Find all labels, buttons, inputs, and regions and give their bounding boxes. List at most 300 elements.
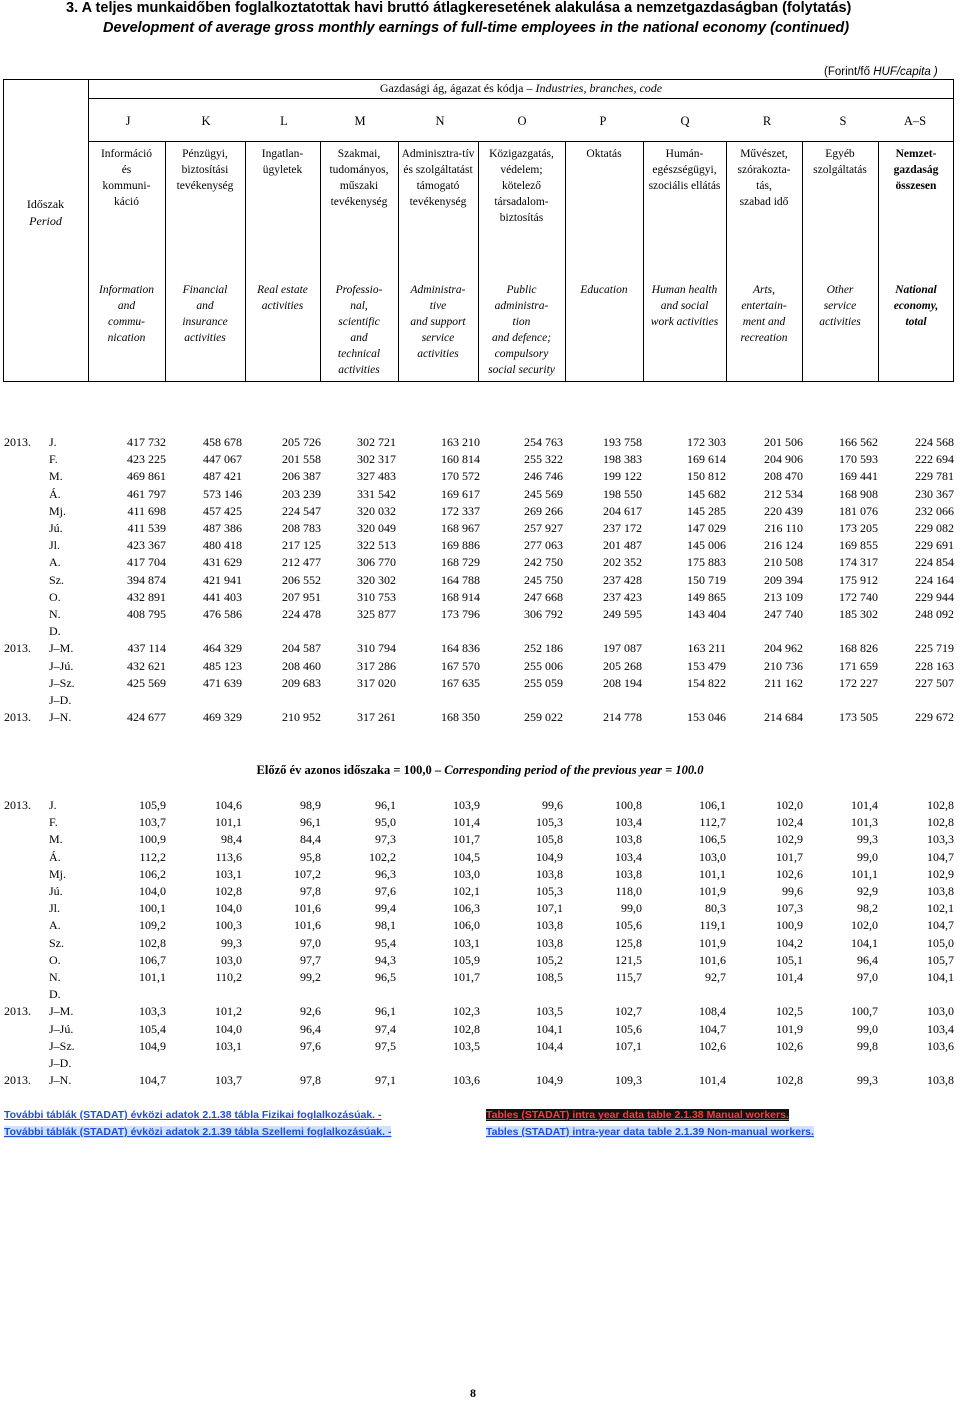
- table-cell: 107,1: [615, 1038, 642, 1053]
- table-cell: 102,0: [776, 798, 803, 812]
- table-cell: 255 059: [524, 675, 563, 690]
- row-period: J–Sz.: [49, 1038, 75, 1053]
- table-cell: 102,5: [776, 1004, 803, 1019]
- table-cell: 206 387: [282, 469, 321, 484]
- row-period: N.: [49, 607, 61, 621]
- table-cell: 102,8: [776, 1073, 803, 1088]
- table-cell: 227 507: [915, 675, 954, 690]
- table-cell: 172 303: [687, 435, 726, 449]
- table-row: [0, 953, 960, 970]
- table-cell: 154 822: [687, 675, 726, 690]
- table-cell: 411 539: [127, 521, 166, 535]
- table-cell: 423 225: [127, 452, 166, 467]
- table-cell: 104,1: [927, 970, 954, 984]
- table-cell: 237 172: [603, 521, 642, 535]
- table-cell: 104,1: [536, 1021, 563, 1036]
- table-cell: 216 110: [764, 521, 803, 535]
- table-cell: 97,8: [300, 1073, 321, 1088]
- table-cell: 208 460: [282, 658, 321, 673]
- row-period: Á.: [49, 486, 61, 501]
- table-cell: 108,5: [536, 970, 563, 984]
- table-cell: 169 855: [839, 538, 878, 553]
- table-cell: 193 758: [603, 435, 642, 449]
- table-cell: 102,9: [927, 866, 954, 881]
- table-cell: 104,0: [215, 1021, 242, 1036]
- table-cell: 160 814: [441, 452, 480, 467]
- table-row: [0, 538, 960, 555]
- table-cell: 173 205: [839, 521, 878, 535]
- table-cell: 327 483: [357, 469, 396, 484]
- row-year: 2013.: [4, 1073, 31, 1088]
- table-cell: 229 672: [915, 710, 954, 725]
- table-row: [0, 850, 960, 867]
- table-cell: 103,8: [536, 866, 563, 881]
- table-cell: 229 691: [915, 538, 954, 553]
- table-cell: 105,2: [536, 952, 563, 967]
- table-row: [0, 693, 960, 710]
- table-cell: 220 439: [764, 503, 803, 518]
- table-row: [0, 676, 960, 693]
- table-cell: 204 906: [764, 452, 803, 467]
- table-cell: 202 352: [603, 555, 642, 570]
- row-period: J.: [49, 435, 57, 449]
- table-row: [0, 867, 960, 884]
- table-cell: 310 794: [357, 641, 396, 656]
- column-code: S: [839, 114, 847, 128]
- table-row: [0, 884, 960, 901]
- table-cell: 150 719: [687, 572, 726, 587]
- table-cell: 103,3: [927, 832, 954, 847]
- column-header-hu: Egyéb szolgáltatás: [813, 148, 867, 176]
- table-cell: 277 063: [524, 538, 563, 553]
- table-cell: 259 022: [524, 710, 563, 725]
- table-cell: 203 239: [282, 486, 321, 501]
- table-cell: 457 425: [203, 503, 242, 518]
- stadat-link-en-1[interactable]: Tables (STADAT) intra year data table 2.1.38 Manual workers.: [486, 1109, 789, 1121]
- table-cell: 164 836: [441, 641, 480, 656]
- table-cell: 487 386: [203, 521, 242, 535]
- row-period: M.: [49, 832, 63, 847]
- table-cell: 102,1: [453, 884, 480, 898]
- table-cell: 166 562: [839, 435, 878, 449]
- table-cell: 487 421: [203, 469, 242, 484]
- table-cell: 199 122: [603, 469, 642, 484]
- column-code: M: [354, 114, 366, 128]
- table-cell: 394 874: [127, 572, 166, 587]
- table-cell: 480 418: [203, 538, 242, 553]
- column-header-en: Administra- tive and support service activities: [410, 284, 466, 360]
- table-cell: 109,2: [139, 918, 166, 933]
- row-period: A.: [49, 918, 61, 933]
- table-cell: 103,8: [615, 832, 642, 847]
- table-cell: 230 367: [915, 486, 954, 501]
- table-cell: 99,2: [300, 970, 321, 984]
- column-header-en: Information and commu- nication: [99, 284, 154, 344]
- table-cell: 245 750: [524, 572, 563, 587]
- table-cell: 99,3: [857, 1073, 878, 1088]
- table-cell: 175 912: [839, 572, 878, 587]
- table-cell: 103,9: [453, 798, 480, 812]
- table-cell: 95,0: [375, 815, 396, 830]
- table-cell: 421 941: [203, 572, 242, 587]
- table-row: [0, 624, 960, 641]
- table-cell: 201 558: [282, 452, 321, 467]
- table-cell: 104,1: [851, 935, 878, 950]
- table-cell: 245 569: [524, 486, 563, 501]
- row-period: Mj.: [49, 503, 67, 518]
- table-cell: 105,0: [927, 935, 954, 950]
- table-cell: 101,7: [776, 849, 803, 864]
- table-cell: 102,8: [927, 798, 954, 812]
- table-cell: 317 020: [357, 675, 396, 690]
- table-cell: 96,1: [300, 815, 321, 830]
- table-cell: 104,9: [536, 849, 563, 864]
- table-cell: 216 124: [764, 538, 803, 553]
- table-cell: 209 394: [764, 572, 803, 587]
- table-cell: 92,9: [857, 884, 878, 898]
- row-year: 2013.: [4, 798, 31, 812]
- table-cell: 96,1: [375, 1004, 396, 1019]
- table-cell: 208 783: [282, 521, 321, 535]
- table-cell: 105,8: [536, 832, 563, 847]
- table-cell: 103,6: [453, 1073, 480, 1088]
- table-cell: 573 146: [203, 486, 242, 501]
- table-cell: 417 704: [127, 555, 166, 570]
- table-cell: 310 753: [357, 589, 396, 604]
- table-cell: 168 914: [441, 589, 480, 604]
- row-period: Sz.: [49, 572, 64, 587]
- stadat-link-hu-1[interactable]: További táblák (STADAT) évközi adatok 2.1.38 tábla Fizikai foglalkozásúak. -: [4, 1109, 382, 1121]
- row-year: 2013.: [4, 435, 31, 449]
- table-row: [0, 590, 960, 607]
- table-cell: 102,6: [776, 1038, 803, 1053]
- table-cell: 103,4: [927, 1021, 954, 1036]
- table-cell: 97,8: [300, 884, 321, 898]
- column-code: R: [762, 114, 772, 128]
- table-cell: 103,6: [927, 1038, 954, 1053]
- column-header-hu: Szakmai, tudományos, műszaki tevékenység: [329, 148, 389, 208]
- table-row: [0, 798, 960, 815]
- table-cell: 209 683: [282, 675, 321, 690]
- table-row: [0, 607, 960, 624]
- row-period: J–Sz.: [49, 675, 75, 690]
- table-cell: 106,0: [453, 918, 480, 933]
- table-row: [0, 573, 960, 590]
- table-cell: 104,0: [215, 901, 242, 916]
- table-cell: 212 477: [282, 555, 321, 570]
- row-period: O.: [49, 589, 61, 604]
- table-cell: 104,7: [927, 849, 954, 864]
- table-cell: 408 795: [127, 607, 166, 621]
- table-cell: 173 796: [441, 607, 480, 621]
- table-cell: 105,9: [453, 952, 480, 967]
- table-cell: 104,0: [139, 884, 166, 898]
- column-code: K: [201, 114, 211, 128]
- table-cell: 163 210: [441, 435, 480, 449]
- table-cell: 101,3: [851, 815, 878, 830]
- table-cell: 247 740: [764, 607, 803, 621]
- table-cell: 224 478: [282, 607, 321, 621]
- table-cell: 100,9: [139, 832, 166, 847]
- table-cell: 476 586: [203, 607, 242, 621]
- table-cell: 170 572: [441, 469, 480, 484]
- column-header-hu: Oktatás: [586, 148, 622, 160]
- column-code: L: [280, 114, 288, 128]
- table-row: [0, 987, 960, 1004]
- table-cell: 208 470: [764, 469, 803, 484]
- table-cell: 92,6: [300, 1004, 321, 1019]
- table-cell: 100,1: [139, 901, 166, 916]
- table-cell: 101,6: [294, 918, 321, 933]
- row-period: D.: [49, 624, 61, 639]
- table-cell: 104,7: [139, 1073, 166, 1088]
- table-cell: 320 049: [357, 521, 396, 535]
- unit-label: (Forint/fő HUF/capita ): [824, 66, 938, 78]
- table-cell: 198 383: [603, 452, 642, 467]
- table-cell: 169 441: [839, 469, 878, 484]
- table-cell: 97,6: [375, 884, 396, 898]
- table-cell: 246 746: [524, 469, 563, 484]
- table-cell: 105,6: [615, 918, 642, 933]
- row-period: J–M.: [49, 641, 74, 656]
- table-cell: 99,3: [221, 935, 242, 950]
- table-row: [0, 469, 960, 486]
- row-period: J–M.: [49, 1004, 74, 1019]
- row-period: Jú.: [49, 884, 63, 898]
- table-row: [0, 487, 960, 504]
- table-cell: 101,1: [139, 970, 166, 984]
- table-cell: 317 261: [357, 710, 396, 725]
- column-header-en: Real estate activities: [257, 284, 308, 312]
- table-cell: 104,9: [139, 1038, 166, 1053]
- column-header-hu: Információ és kommuni- káció: [100, 148, 153, 208]
- table-cell: 105,3: [536, 815, 563, 830]
- table-cell: 92,7: [705, 970, 726, 984]
- table-cell: 80,3: [705, 901, 726, 916]
- table-cell: 208 194: [603, 675, 642, 690]
- row-period: Á.: [49, 849, 61, 864]
- page-number: 8: [470, 1386, 476, 1400]
- table-cell: 101,4: [851, 798, 878, 812]
- table-cell: 214 684: [764, 710, 803, 725]
- table-row: [0, 641, 960, 658]
- table-cell: 102,1: [927, 901, 954, 916]
- table-cell: 100,7: [851, 1004, 878, 1019]
- table-cell: 252 186: [524, 641, 563, 656]
- stadat-link-hu-2[interactable]: További táblák (STADAT) évközi adatok 2.1.39 tábla Szellemi foglalkozásúak. -: [4, 1126, 392, 1138]
- row-period: Sz.: [49, 935, 64, 950]
- table-cell: 102,3: [453, 1004, 480, 1019]
- table-cell: 224 854: [915, 555, 954, 570]
- table-cell: 102,6: [699, 1038, 726, 1053]
- row-period: F.: [49, 815, 58, 830]
- table-cell: 106,3: [453, 901, 480, 916]
- table-cell: 97,3: [375, 832, 396, 847]
- table-cell: 107,3: [776, 901, 803, 916]
- table-cell: 214 778: [603, 710, 642, 725]
- table-row: [0, 1056, 960, 1073]
- table-cell: 469 861: [127, 469, 166, 484]
- table-cell: 100,8: [615, 798, 642, 812]
- table-cell: 432 891: [127, 589, 166, 604]
- column-header-hu: Adminisztra-tív és szolgáltatást támogató tevékenység: [401, 148, 475, 208]
- table-row: [0, 452, 960, 469]
- table-cell: 99,6: [782, 884, 803, 898]
- table-cell: 96,5: [375, 970, 396, 984]
- column-header-hu: Pénzügyi, biztosítási tevékenység: [176, 148, 234, 192]
- stadat-link-en-2[interactable]: Tables (STADAT) intra-year data table 2.1.39 Non-manual workers.: [486, 1126, 814, 1138]
- table-cell: 101,6: [699, 952, 726, 967]
- table-title: 3. A teljes munkaidőben foglalkoztatottak havi bruttó átlagkeresetének alakulása a nemzetgazdaságban (folytatás): [66, 0, 852, 16]
- table-cell: 100,3: [215, 918, 242, 933]
- table-cell: 229 944: [915, 589, 954, 604]
- table-cell: 103,1: [215, 866, 242, 881]
- table-cell: 101,9: [776, 1021, 803, 1036]
- table-cell: 98,9: [300, 798, 321, 812]
- table-cell: 168 350: [441, 710, 480, 725]
- table-cell: 95,4: [375, 935, 396, 950]
- table-row: [0, 521, 960, 538]
- table-cell: 109,3: [615, 1073, 642, 1088]
- table-cell: 237 428: [603, 572, 642, 587]
- table-cell: 317 286: [357, 658, 396, 673]
- column-code: P: [599, 114, 607, 128]
- table-cell: 121,5: [615, 952, 642, 967]
- table-cell: 171 659: [839, 658, 878, 673]
- table-cell: 224 547: [282, 503, 321, 518]
- table-cell: 103,0: [927, 1004, 954, 1019]
- table-cell: 464 329: [203, 641, 242, 656]
- table-cell: 99,0: [857, 1021, 878, 1036]
- row-period: J–D.: [49, 1056, 72, 1070]
- table-cell: 102,8: [215, 884, 242, 898]
- table-cell: 101,7: [453, 832, 480, 847]
- table-cell: 217 125: [282, 538, 321, 553]
- table-cell: 168 729: [441, 555, 480, 570]
- table-cell: 96,4: [300, 1021, 321, 1036]
- table-cell: 145 682: [687, 486, 726, 501]
- table-cell: 242 750: [524, 555, 563, 570]
- table-cell: 247 668: [524, 589, 563, 604]
- row-period: Mj.: [49, 866, 67, 881]
- table-cell: 164 788: [441, 572, 480, 587]
- table-cell: 97,0: [300, 935, 321, 950]
- table-cell: 458 678: [203, 435, 242, 449]
- table-cell: 100,9: [776, 918, 803, 933]
- table-cell: 103,8: [615, 866, 642, 881]
- table-cell: 107,2: [294, 866, 321, 881]
- table-cell: 224 568: [915, 435, 954, 449]
- table-cell: 102,6: [776, 866, 803, 881]
- table-cell: 104,5: [453, 849, 480, 864]
- table-cell: 103,0: [215, 952, 242, 967]
- table-cell: 153 046: [687, 710, 726, 725]
- table-cell: 169 617: [441, 486, 480, 501]
- table-cell: 103,8: [927, 1073, 954, 1088]
- table-cell: 119,1: [699, 918, 726, 933]
- table-cell: 105,7: [927, 952, 954, 967]
- column-code: A–S: [903, 114, 927, 128]
- column-header-en: Professio- nal, scientific and technical activities: [335, 284, 383, 376]
- table-cell: 447 067: [203, 452, 242, 467]
- table-cell: 113,6: [215, 849, 242, 864]
- table-row: [0, 504, 960, 521]
- table-cell: 167 635: [441, 675, 480, 690]
- table-cell: 237 423: [603, 589, 642, 604]
- table-cell: 163 211: [687, 641, 726, 656]
- table-cell: 96,1: [375, 798, 396, 812]
- row-period: D.: [49, 987, 61, 1002]
- table-cell: 103,8: [536, 935, 563, 950]
- table-cell: 331 542: [357, 486, 396, 501]
- table-cell: 101,4: [699, 1073, 726, 1088]
- table-cell: 204 617: [603, 503, 642, 518]
- table-cell: 173 505: [839, 710, 878, 725]
- table-cell: 95,8: [300, 849, 321, 864]
- table-cell: 101,7: [453, 970, 480, 984]
- table-cell: 101,1: [851, 866, 878, 881]
- table-cell: 99,0: [621, 901, 642, 916]
- table-cell: 96,3: [375, 866, 396, 881]
- table-cell: 102,9: [776, 832, 803, 847]
- table-cell: 106,1: [699, 798, 726, 812]
- table-cell: 102,4: [776, 815, 803, 830]
- table-row: [0, 1039, 960, 1056]
- table-row: [0, 659, 960, 676]
- table-cell: 101,4: [776, 970, 803, 984]
- table-cell: 101,1: [215, 815, 242, 830]
- table-cell: 97,5: [375, 1038, 396, 1053]
- column-code: O: [517, 114, 527, 128]
- row-period: O.: [49, 952, 61, 967]
- table-cell: 102,0: [851, 918, 878, 933]
- table-cell: 225 719: [915, 641, 954, 656]
- table-cell: 103,5: [536, 1004, 563, 1019]
- column-header-hu: Ingatlan- ügyletek: [261, 148, 304, 176]
- table-cell: 107,1: [536, 901, 563, 916]
- table-cell: 469 329: [203, 710, 242, 725]
- table-cell: 125,8: [615, 935, 642, 950]
- table-cell: 325 877: [357, 607, 396, 621]
- table-cell: 149 865: [687, 589, 726, 604]
- table-cell: 461 797: [127, 486, 166, 501]
- table-cell: 172 227: [839, 675, 878, 690]
- column-header-hu: Nemzet- gazdaság összesen: [893, 148, 939, 192]
- table-cell: 104,7: [699, 1021, 726, 1036]
- table-cell: 207 951: [282, 589, 321, 604]
- table-cell: 143 404: [687, 607, 726, 621]
- table-cell: 431 629: [203, 555, 242, 570]
- table-cell: 201 487: [603, 538, 642, 553]
- table-cell: 104,9: [536, 1073, 563, 1088]
- table-cell: 204 962: [764, 641, 803, 656]
- table-cell: 98,2: [857, 901, 878, 916]
- table-cell: 101,4: [453, 815, 480, 830]
- table-cell: 102,7: [615, 1004, 642, 1019]
- row-period: J–D.: [49, 693, 72, 707]
- table-cell: 101,9: [699, 935, 726, 950]
- table-cell: 97,6: [300, 1038, 321, 1053]
- table-cell: 169 614: [687, 452, 726, 467]
- table-cell: 197 087: [603, 641, 642, 656]
- row-period: Jl.: [49, 901, 61, 916]
- table-cell: 322 513: [357, 538, 396, 553]
- table-cell: 106,2: [139, 866, 166, 881]
- table-cell: 228 163: [915, 658, 954, 673]
- table-cell: 175 883: [687, 555, 726, 570]
- table-cell: 249 595: [603, 607, 642, 621]
- table-cell: 105,6: [615, 1021, 642, 1036]
